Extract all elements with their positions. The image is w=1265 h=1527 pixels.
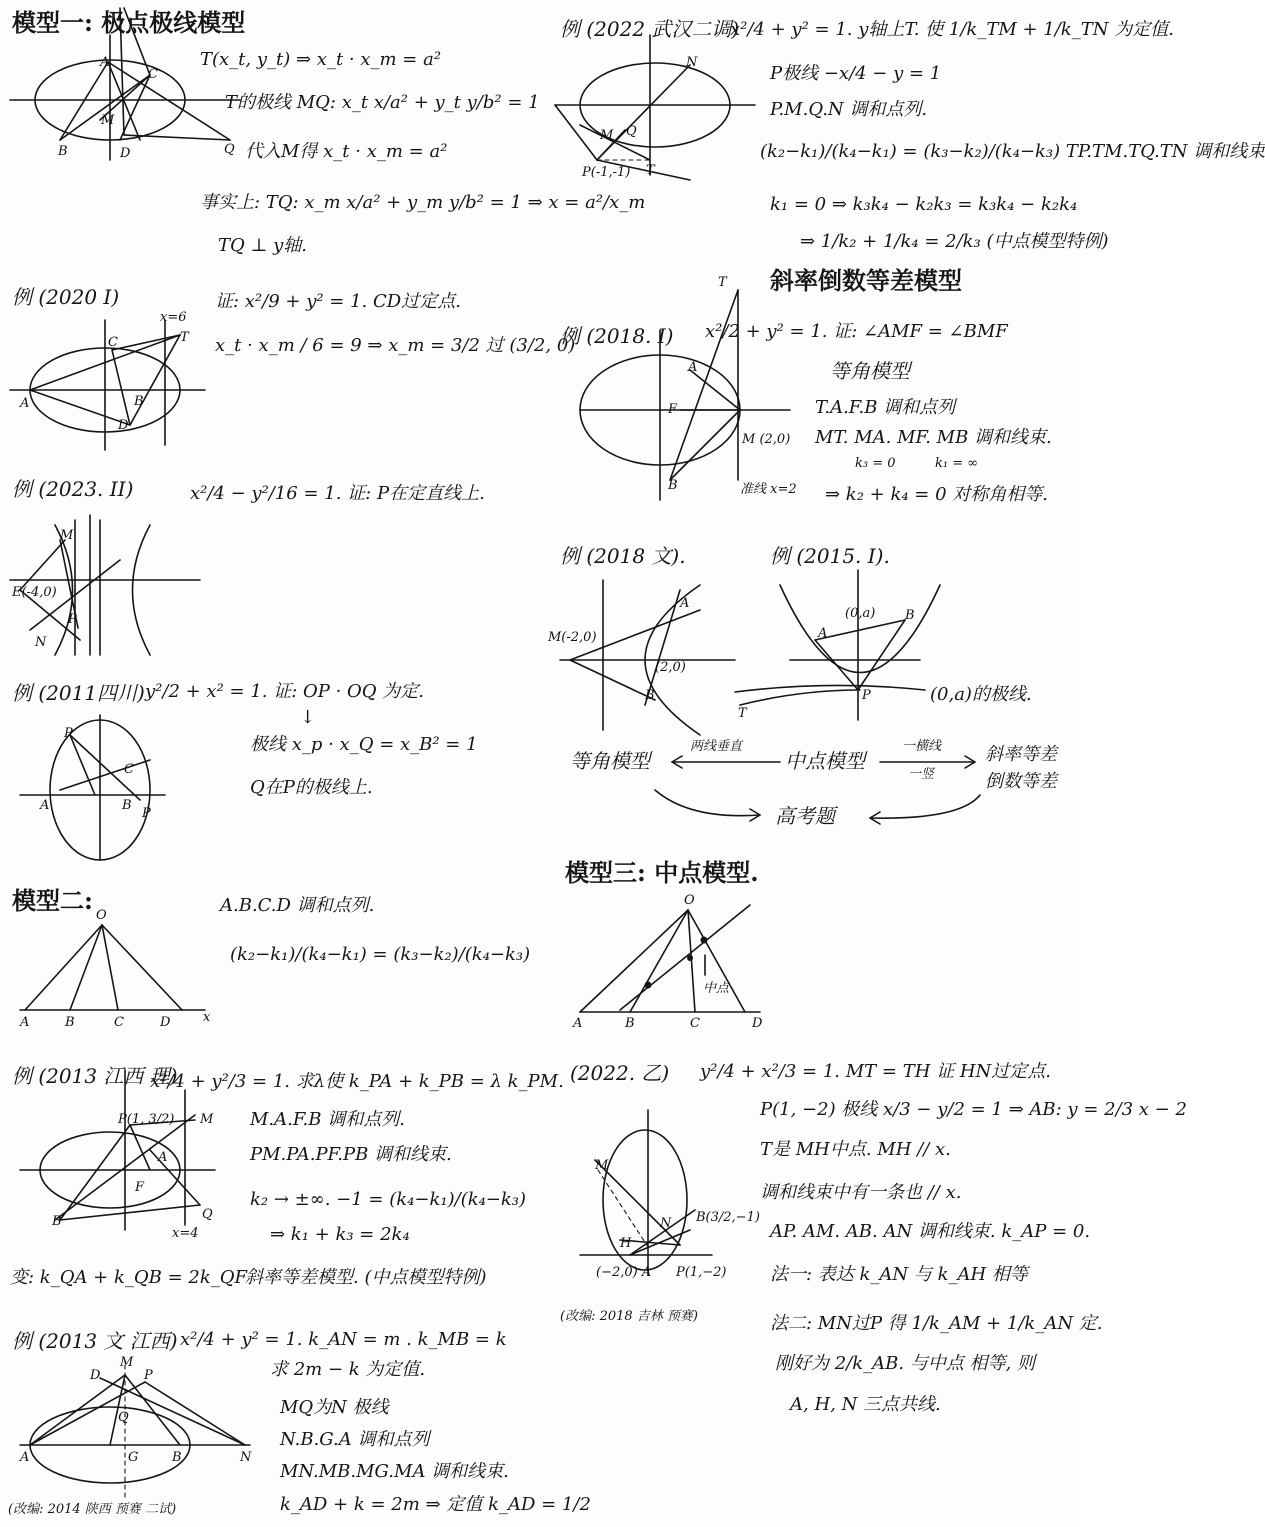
m1-point-Q: Q	[224, 142, 235, 157]
model2-point-A: A	[20, 1015, 30, 1030]
ex2020-line-x6: x=6	[160, 310, 187, 325]
ex2018-k3: k₃ = 0	[855, 456, 896, 471]
ex2022wh-point-T: T	[646, 163, 655, 178]
ex2011-point-P1: P	[64, 726, 73, 741]
model3-midpoint-label: 中点	[703, 981, 730, 996]
ex2022wh-line4: (k₂−k₁)/(k₄−k₁) = (k₃−k₂)/(k₄−k₃) TP.TM.TQ.TN 调和线束	[760, 141, 1265, 162]
ex2022b-line5: AP. AM. AB. AN 调和线束. k_AP = 0.	[770, 1221, 1091, 1242]
ex2018w-label: 例 (2018 文).	[560, 544, 686, 568]
ex2013jx-line3: PM.PA.PF.PB 调和线束.	[250, 1144, 452, 1165]
ex2018w-point-A: A	[680, 596, 690, 611]
ex2023-point-M: M	[60, 528, 74, 543]
ex2013wen-line4: N.B.G.A 调和点列	[280, 1429, 430, 1450]
ex2011-label: 例 (2011四川)	[12, 681, 145, 705]
ex2020-point-A: A	[20, 396, 30, 411]
ex2022b-line7: 法二: MN过P 得 1/k_AM + 1/k_AN 定.	[770, 1313, 1103, 1334]
ex2015-point-A: A	[818, 626, 828, 641]
ex2013jx-point-A: A	[158, 1150, 168, 1165]
ex2022b-source: (改编: 2018 吉林 预赛)	[560, 1309, 699, 1324]
ex2011-point-C: C	[124, 762, 134, 777]
ex2013wen-point-G: G	[128, 1450, 139, 1465]
ex2023-point-N: N	[35, 635, 47, 650]
ex2015-point-0a: (0,a)	[845, 606, 876, 621]
ex2013wen-line2: 求 2m − k 为定值.	[270, 1359, 426, 1380]
ex2011-line3: 极线 x_p · x_Q = x_B² = 1	[250, 734, 478, 755]
ex2013wen-point-D: D	[90, 1368, 101, 1383]
ex2013jx-point-Q: Q	[202, 1207, 213, 1222]
model3-point-B: B	[625, 1016, 635, 1031]
model2-line2: (k₂−k₁)/(k₄−k₁) = (k₃−k₂)/(k₄−k₃)	[230, 944, 531, 965]
model1-line4: 事实上: TQ: x_m x/a² + y_m y/b² = 1 ⇒ x = a²/x_m	[200, 192, 646, 213]
ex2013jx-line5: ⇒ k₁ + k₃ = 2k₄	[270, 1224, 410, 1245]
flow-equal-angle: 等角模型	[570, 749, 650, 773]
model2-point-D: D	[160, 1015, 171, 1030]
flow-vertical: 一竖	[908, 767, 935, 782]
model2-point-C: C	[114, 1015, 124, 1030]
model3-point-A: A	[573, 1016, 583, 1031]
ex2013jx-model: 斜率等差模型. (中点模型特例)	[245, 1267, 487, 1288]
ex2013jx-line1: x²/4 + y²/3 = 1. 求λ使 k_PA + k_PB = λ k_PM.	[150, 1071, 564, 1092]
ex2022wh-point-Q: Q	[626, 124, 637, 139]
ex2022b-line3: T是 MH中点. MH // x.	[760, 1139, 951, 1160]
ex2022wh-line5: k₁ = 0 ⇒ k₃k₄ − k₂k₃ = k₃k₄ − k₂k₄	[770, 194, 1078, 215]
m1-point-C: C	[148, 67, 158, 82]
ex2022b-point-M: M	[595, 1158, 609, 1173]
model1-line2: T的极线 MQ: x_t x/a² + y_t y/b² = 1	[225, 92, 540, 113]
ex2013jx-note: 变: k_QA + k_QB = 2k_QF	[10, 1267, 247, 1288]
model3-point-D: D	[752, 1016, 763, 1031]
model2-line1: A.B.C.D 调和点列.	[220, 895, 375, 916]
ex2018-point-A: A	[688, 360, 698, 375]
model2-axis-x: x	[203, 1010, 211, 1025]
ex2013wen-point-A: A	[20, 1450, 30, 1465]
model3-title: 模型三: 中点模型.	[565, 858, 759, 887]
ex2018-line6: ⇒ k₂ + k₄ = 0 对称角相等.	[825, 484, 1048, 505]
ex2022b-line4: 调和线束中有一条也 // x.	[760, 1182, 962, 1203]
ex2018-line1: x²/2 + y² = 1. 证: ∠AMF = ∠BMF	[705, 321, 1008, 342]
ex2013jx-line2: M.A.F.B 调和点列.	[250, 1109, 405, 1130]
ex2020-point-B: B	[134, 394, 144, 409]
model1-line1: T(x_t, y_t) ⇒ x_t · x_m = a²	[200, 49, 442, 70]
ex2013jx-point-B: B	[52, 1214, 62, 1229]
ex2011-line4: Q在P的极线上.	[250, 777, 373, 798]
ex2022wh-point-N: N	[686, 55, 698, 70]
ex2022b-line2: P(1, −2) 极线 x/3 − y/2 = 1 ⇒ AB: y = 2/3 x − 2	[760, 1099, 1187, 1120]
flow-perpendicular: 两线垂直	[690, 739, 743, 754]
ex2022b-line1: y²/4 + x²/3 = 1. MT = TH 证 HN过定点.	[700, 1061, 1052, 1082]
ex2018-line3: T.A.F.B 调和点列	[815, 397, 956, 418]
model1-line5: TQ ⊥ y轴.	[218, 235, 308, 256]
ex2018w-point-2-0: (2,0)	[655, 660, 686, 675]
ex2013wen-point-M: M	[120, 1355, 134, 1370]
ex2015-point-P: P	[862, 688, 871, 703]
ex2022wh-line3: P.M.Q.N 调和点列.	[770, 99, 928, 120]
ex2013jx-point-F: F	[135, 1180, 145, 1195]
ex2011-point-B: B	[122, 798, 132, 813]
ex2013wen-source: (改编: 2014 陕西 预赛 二试)	[8, 1502, 177, 1517]
model3-point-C: C	[690, 1016, 700, 1031]
ex2013jx-label: 例 (2013 江西 理)	[12, 1064, 178, 1088]
ex2023-label: 例 (2023. II)	[12, 477, 134, 501]
ex2013wen-point-B: B	[172, 1450, 182, 1465]
slope-model-title: 斜率倒数等差模型	[770, 266, 962, 295]
m1-point-A: A	[100, 55, 110, 70]
model2-title: 模型二:	[12, 886, 93, 915]
flow-midpoint: 中点模型	[785, 749, 865, 773]
ex2018-label: 例 (2018. I)	[560, 324, 674, 348]
ex2022b-point-B: B(3/2,−1)	[696, 1210, 760, 1225]
ex2022b-line9: A, H, N 三点共线.	[790, 1394, 941, 1415]
ex2023-point-E: E(-4,0)	[12, 585, 57, 600]
ex2022wh-line6: ⇒ 1/k₂ + 1/k₄ = 2/k₃ (中点模型特例)	[800, 231, 1109, 252]
ex2018w-point-B: B	[645, 688, 655, 703]
ex2020-label: 例 (2020 I)	[12, 285, 120, 309]
ex2011-point-P2: P	[142, 806, 151, 821]
ex2013wen-line6: k_AD + k = 2m ⇒ 定值 k_AD = 1/2	[280, 1494, 591, 1515]
ex2022wh-point-M: M	[600, 128, 614, 143]
ex2022b-label: (2022. 乙)	[570, 1061, 670, 1085]
model2-point-O: O	[96, 908, 107, 923]
ex2011-line1: y²/2 + x² = 1. 证: OP · OQ 为定.	[145, 681, 424, 702]
ex2015-point-T: T	[738, 706, 747, 721]
ex2022wh-label: 例 (2022 武汉二调)	[560, 17, 740, 41]
ex2013wen-label: 例 (2013 文 江西)	[12, 1329, 178, 1353]
ex2020-line1: 证: x²/9 + y² = 1. CD过定点.	[215, 291, 461, 312]
ex2015-label: 例 (2015. I).	[770, 544, 890, 568]
ex2022b-line6: 法一: 表达 k_AN 与 k_AH 相等	[770, 1264, 1028, 1285]
ex2023-point-P: P	[68, 612, 77, 627]
ex2011-line2: ↓	[300, 707, 316, 728]
ex2022b-point-P: P(1,−2)	[676, 1265, 727, 1280]
ex2013jx-line-x4: x=4	[172, 1226, 199, 1241]
ex2013wen-point-P: P	[144, 1368, 153, 1383]
ex2018-line4: MT. MA. MF. MB 调和线束.	[815, 427, 1052, 448]
ex2015-point-B: B	[905, 608, 915, 623]
flow-gaokao: 高考题	[775, 804, 835, 828]
ex2018-k1: k₁ = ∞	[935, 456, 979, 471]
model3-point-O: O	[684, 893, 695, 908]
ex2020-line2: x_t · x_m / 6 = 9 ⇒ x_m = 3/2 过 (3/2, 0)	[215, 335, 576, 356]
ex2020-point-T: T	[180, 330, 189, 345]
ex2013wen-point-N: N	[240, 1450, 252, 1465]
ex2022b-point-A: (−2,0) A	[596, 1265, 652, 1280]
ex2018-directrix: 准线 x=2	[740, 482, 797, 497]
ex2013jx-line4: k₂ → ±∞. −1 = (k₄−k₁)/(k₄−k₃)	[250, 1189, 527, 1210]
ex2022b-point-N: N	[660, 1216, 672, 1231]
ex2011-point-A: A	[40, 798, 50, 813]
ex2013wen-line5: MN.MB.MG.MA 调和线束.	[280, 1461, 509, 1482]
flow-slope-arith: 斜率等差	[985, 744, 1057, 765]
m1-point-D: D	[120, 146, 131, 161]
ex2018-point-M: M (2,0)	[742, 432, 791, 447]
flow-horizontal: 一横线	[902, 739, 942, 754]
ex2022b-point-H: H	[620, 1236, 632, 1251]
ex2022wh-line2: P极线 −x/4 − y = 1	[770, 63, 942, 84]
m1-point-M: M	[101, 113, 115, 128]
ex2015-note: (0,a)的极线.	[930, 684, 1032, 705]
m1-point-B: B	[58, 144, 68, 159]
ex2018-point-F: F	[668, 402, 678, 417]
ex2018-point-B: B	[668, 478, 678, 493]
ex2013wen-line1: x²/4 + y² = 1. k_AN = m . k_MB = k	[180, 1329, 507, 1350]
ex2013jx-point-M: M	[200, 1112, 214, 1127]
ex2020-point-D: D	[118, 418, 129, 433]
ex2018-line2: 等角模型	[830, 359, 910, 383]
model2-point-B: B	[65, 1015, 75, 1030]
ex2013wen-point-Q: Q	[118, 1410, 129, 1425]
ex2013jx-point-P: P(1, 3/2)	[118, 1112, 175, 1127]
ex2022wh-point-P: P(-1,-1)	[582, 165, 631, 180]
ex2020-point-C: C	[108, 335, 118, 350]
ex2023-line1: x²/4 − y²/16 = 1. 证: P在定直线上.	[190, 483, 485, 504]
model1-line3: 代入M得 x_t · x_m = a²	[245, 141, 448, 162]
flow-reciprocal-arith: 倒数等差	[985, 771, 1057, 792]
ex2022b-line8: 刚好为 2/k_AB. 与中点 相等, 则	[775, 1353, 1035, 1374]
ex2018-point-T: T	[718, 275, 727, 290]
model1-title: 模型一: 极点极线模型	[12, 8, 246, 37]
ex2018w-point-M: M(-2,0)	[548, 630, 597, 645]
ex2013wen-line3: MQ为N 极线	[280, 1397, 389, 1418]
ex2022wh-line1: x²/4 + y² = 1. y轴上T. 使 1/k_TM + 1/k_TN 为定值.	[730, 19, 1174, 40]
